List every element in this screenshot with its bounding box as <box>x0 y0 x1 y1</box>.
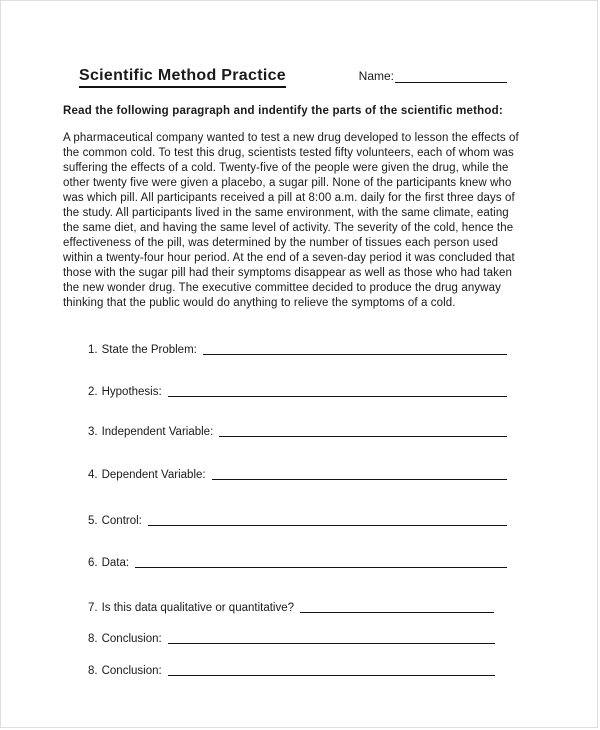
answer-blank-line[interactable] <box>148 513 507 526</box>
question-row-qualitative-quantitative <box>88 598 494 614</box>
name-label: Name: <box>358 69 394 83</box>
passage-paragraph: A pharmaceutical company wanted to test a new drug developed to lesson the effects of the common cold. To test this drug, scientists tested fifty volunteers, each of whom was suffering the effects of a cold. Twenty-five of the people were given the drug, while the other twenty five were given a placebo, a sugar pill. None of the participants knew who was which pill. All participants received a pill at 8:00 a.m. daily for the first three days of the study. All participants lived in the same environment, with the same climate, eating the same diet, and having the same level of activity. The severity of the cold, hence the effectiveness of the pill, was determined by the number of tissues each person used within a twenty-four hour period. At the end of a seven-day period it was concluded that those with the sugar pill had their symptoms disappear as well as those who had taken the new wonder drug. The executive committee decided to produce the drug anyway thinking that the public would do anything to relieve the symptoms of a cold. <box>63 132 519 309</box>
question-number: 5. <box>88 515 98 527</box>
question-row-control <box>88 511 507 527</box>
question-label: Independent Variable: <box>101 426 214 438</box>
question-number: 1. <box>88 344 98 356</box>
question-label: Control: <box>101 515 142 527</box>
answer-blank-line[interactable] <box>212 467 507 480</box>
question-row-state-the-problem <box>88 340 507 356</box>
question-list <box>88 340 507 677</box>
question-label: Conclusion: <box>101 633 162 645</box>
instruction-text: Read the following paragraph and indentify the parts of the scientific method: <box>63 105 503 117</box>
worksheet-header <box>79 67 507 88</box>
question-row-data <box>88 553 507 569</box>
question-row-hypothesis <box>88 382 507 398</box>
answer-blank-line[interactable] <box>300 600 494 613</box>
question-row-conclusion-1 <box>88 629 495 645</box>
question-row-independent-variable <box>88 422 507 438</box>
question-number: 3. <box>88 426 98 438</box>
question-number: 7. <box>88 602 98 614</box>
question-number: 8. <box>88 665 98 677</box>
answer-blank-line[interactable] <box>219 424 507 437</box>
question-number: 2. <box>88 386 98 398</box>
page-title: Scientific Method Practice <box>79 67 286 88</box>
answer-blank-line[interactable] <box>168 384 507 397</box>
question-number: 8. <box>88 633 98 645</box>
question-row-conclusion-2 <box>88 661 495 677</box>
question-number: 4. <box>88 469 98 481</box>
name-blank-line[interactable] <box>395 71 507 83</box>
question-label: Is this data qualitative or quantitative? <box>101 602 295 614</box>
answer-blank-line[interactable] <box>203 342 507 355</box>
question-number: 6. <box>88 557 98 569</box>
answer-blank-line[interactable] <box>168 663 495 676</box>
question-label: State the Problem: <box>101 344 197 356</box>
question-label: Data: <box>101 557 130 569</box>
name-field <box>359 69 507 83</box>
answer-blank-line[interactable] <box>168 631 495 644</box>
question-label: Dependent Variable: <box>101 469 206 481</box>
question-row-dependent-variable <box>88 465 507 481</box>
question-label: Hypothesis: <box>101 386 162 398</box>
question-label: Conclusion: <box>101 665 162 677</box>
answer-blank-line[interactable] <box>135 555 507 568</box>
